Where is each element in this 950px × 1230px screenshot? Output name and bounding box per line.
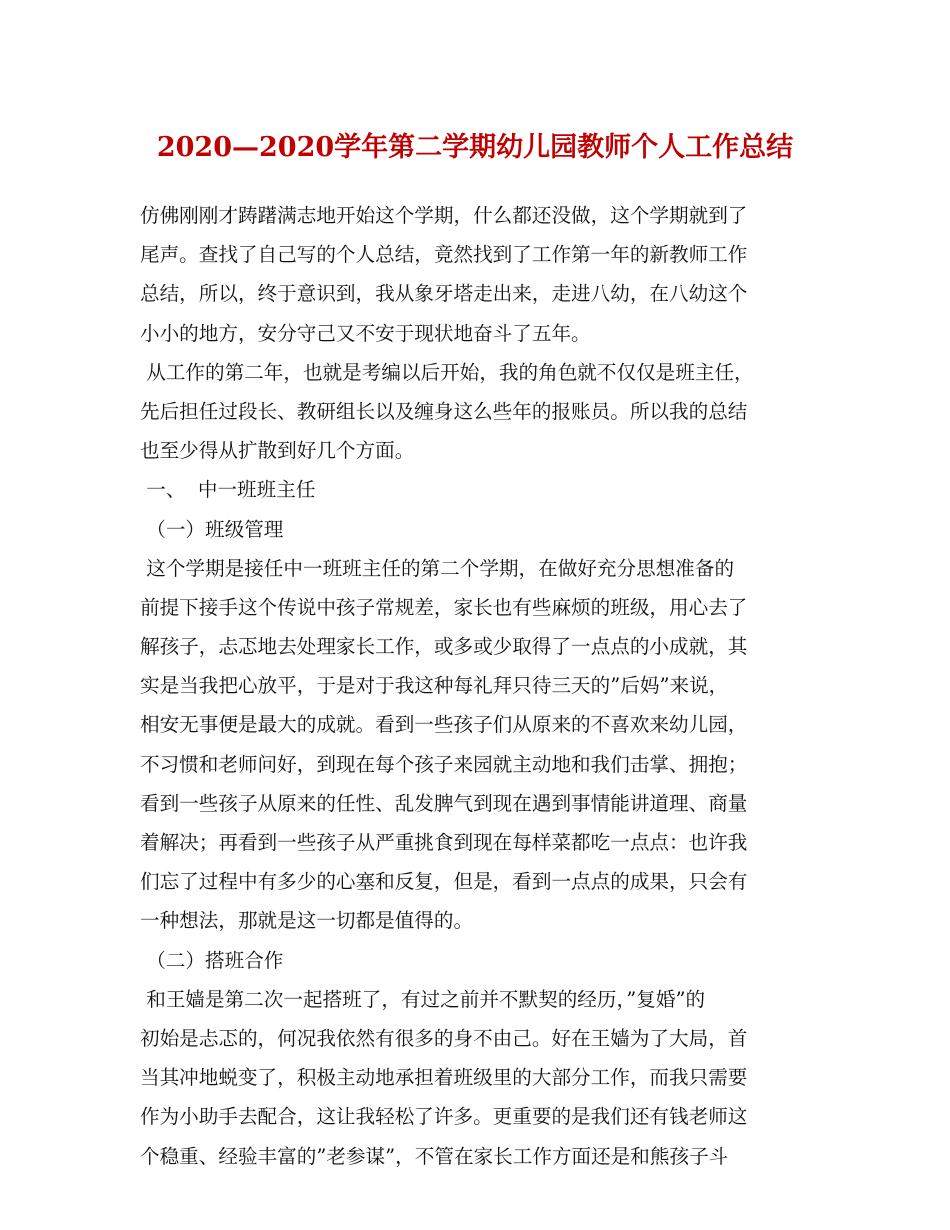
body-line: 解孩子，忐忑地去处理家长工作，或多或少取得了一点点的小成就，其 (140, 635, 748, 659)
body-line: 也至少得从扩散到好几个方面。 (140, 439, 415, 463)
body-line: 小小的地方，安分守己又不安于现状地奋斗了五年。 (140, 321, 591, 345)
body-line: 从工作的第二年，也就是考编以后开始，我的角色就不仅仅是班主任， (140, 360, 754, 384)
body-line: 看到一些孩子从原来的任性、乱发脾气到现在遇到事情能讲道理、商量 (140, 791, 748, 815)
body-line: 们忘了过程中有多少的心塞和反复，但是，看到一点点的成果，只会有 (140, 870, 748, 894)
body-line: 个稳重、经验丰富的”老参谋”，不管在家长工作方面还是和熊孩子斗 (140, 1144, 729, 1168)
body-line: 和王嫱是第二次一起搭班了，有过之前并不默契的经历，”复婚”的 (140, 987, 706, 1011)
body-line: 实是当我把心放平，于是对于我这种每礼拜只待三天的”后妈”来说， (140, 674, 729, 698)
body-line: 不习惯和老师问好，到现在每个孩子来园就主动地和我们击掌、拥抱； (140, 752, 748, 776)
body-line: 作为小助手去配合，这让我轻松了许多。更重要的是我们还有钱老师这 (140, 1105, 748, 1129)
body-line: 总结，所以，终于意识到，我从象牙塔走出来，走进八幼，在八幼这个 (140, 282, 748, 306)
body-line: （一）班级管理 (140, 517, 284, 541)
body-line: 这个学期是接任中一班班主任的第二个学期，在做好充分思想准备的 (140, 556, 735, 580)
body-line: 一、 中一班班主任 (140, 478, 316, 502)
body-line: 先后担任过段长、教研组长以及缠身这么些年的报账员。所以我的总结 (140, 399, 748, 423)
body-line: （二）搭班合作 (140, 948, 284, 972)
body-line: 着解决；再看到一些孩子从严重挑食到现在每样菜都吃一点点：也许我 (140, 831, 748, 854)
body-line: 前提下接手这个传说中孩子常规差，家长也有些麻烦的班级，用心去了 (140, 595, 748, 619)
document-title: 2020—2020学年第二学期幼儿园教师个人工作总结 (156, 132, 794, 163)
body-line: 仿佛刚刚才踌躇满志地开始这个学期，什么都还没做，这个学期就到了 (140, 204, 748, 227)
body-line: 一种想法，那就是这一切都是值得的。 (140, 909, 474, 933)
body-line: 当其冲地蜕变了，积极主动地承担着班级里的大部分工作，而我只需要 (140, 1066, 748, 1090)
body-line: 相安无事便是最大的成就。看到一些孩子们从原来的不喜欢来幼儿园， (140, 713, 748, 737)
document-body (140, 196, 820, 1176)
body-line: 尾声。查找了自己写的个人总结，竟然找到了工作第一年的新教师工作 (140, 243, 748, 267)
body-line: 初始是忐忑的，何况我依然有很多的身不由己。好在王嫱为了大局，首 (140, 1026, 748, 1050)
